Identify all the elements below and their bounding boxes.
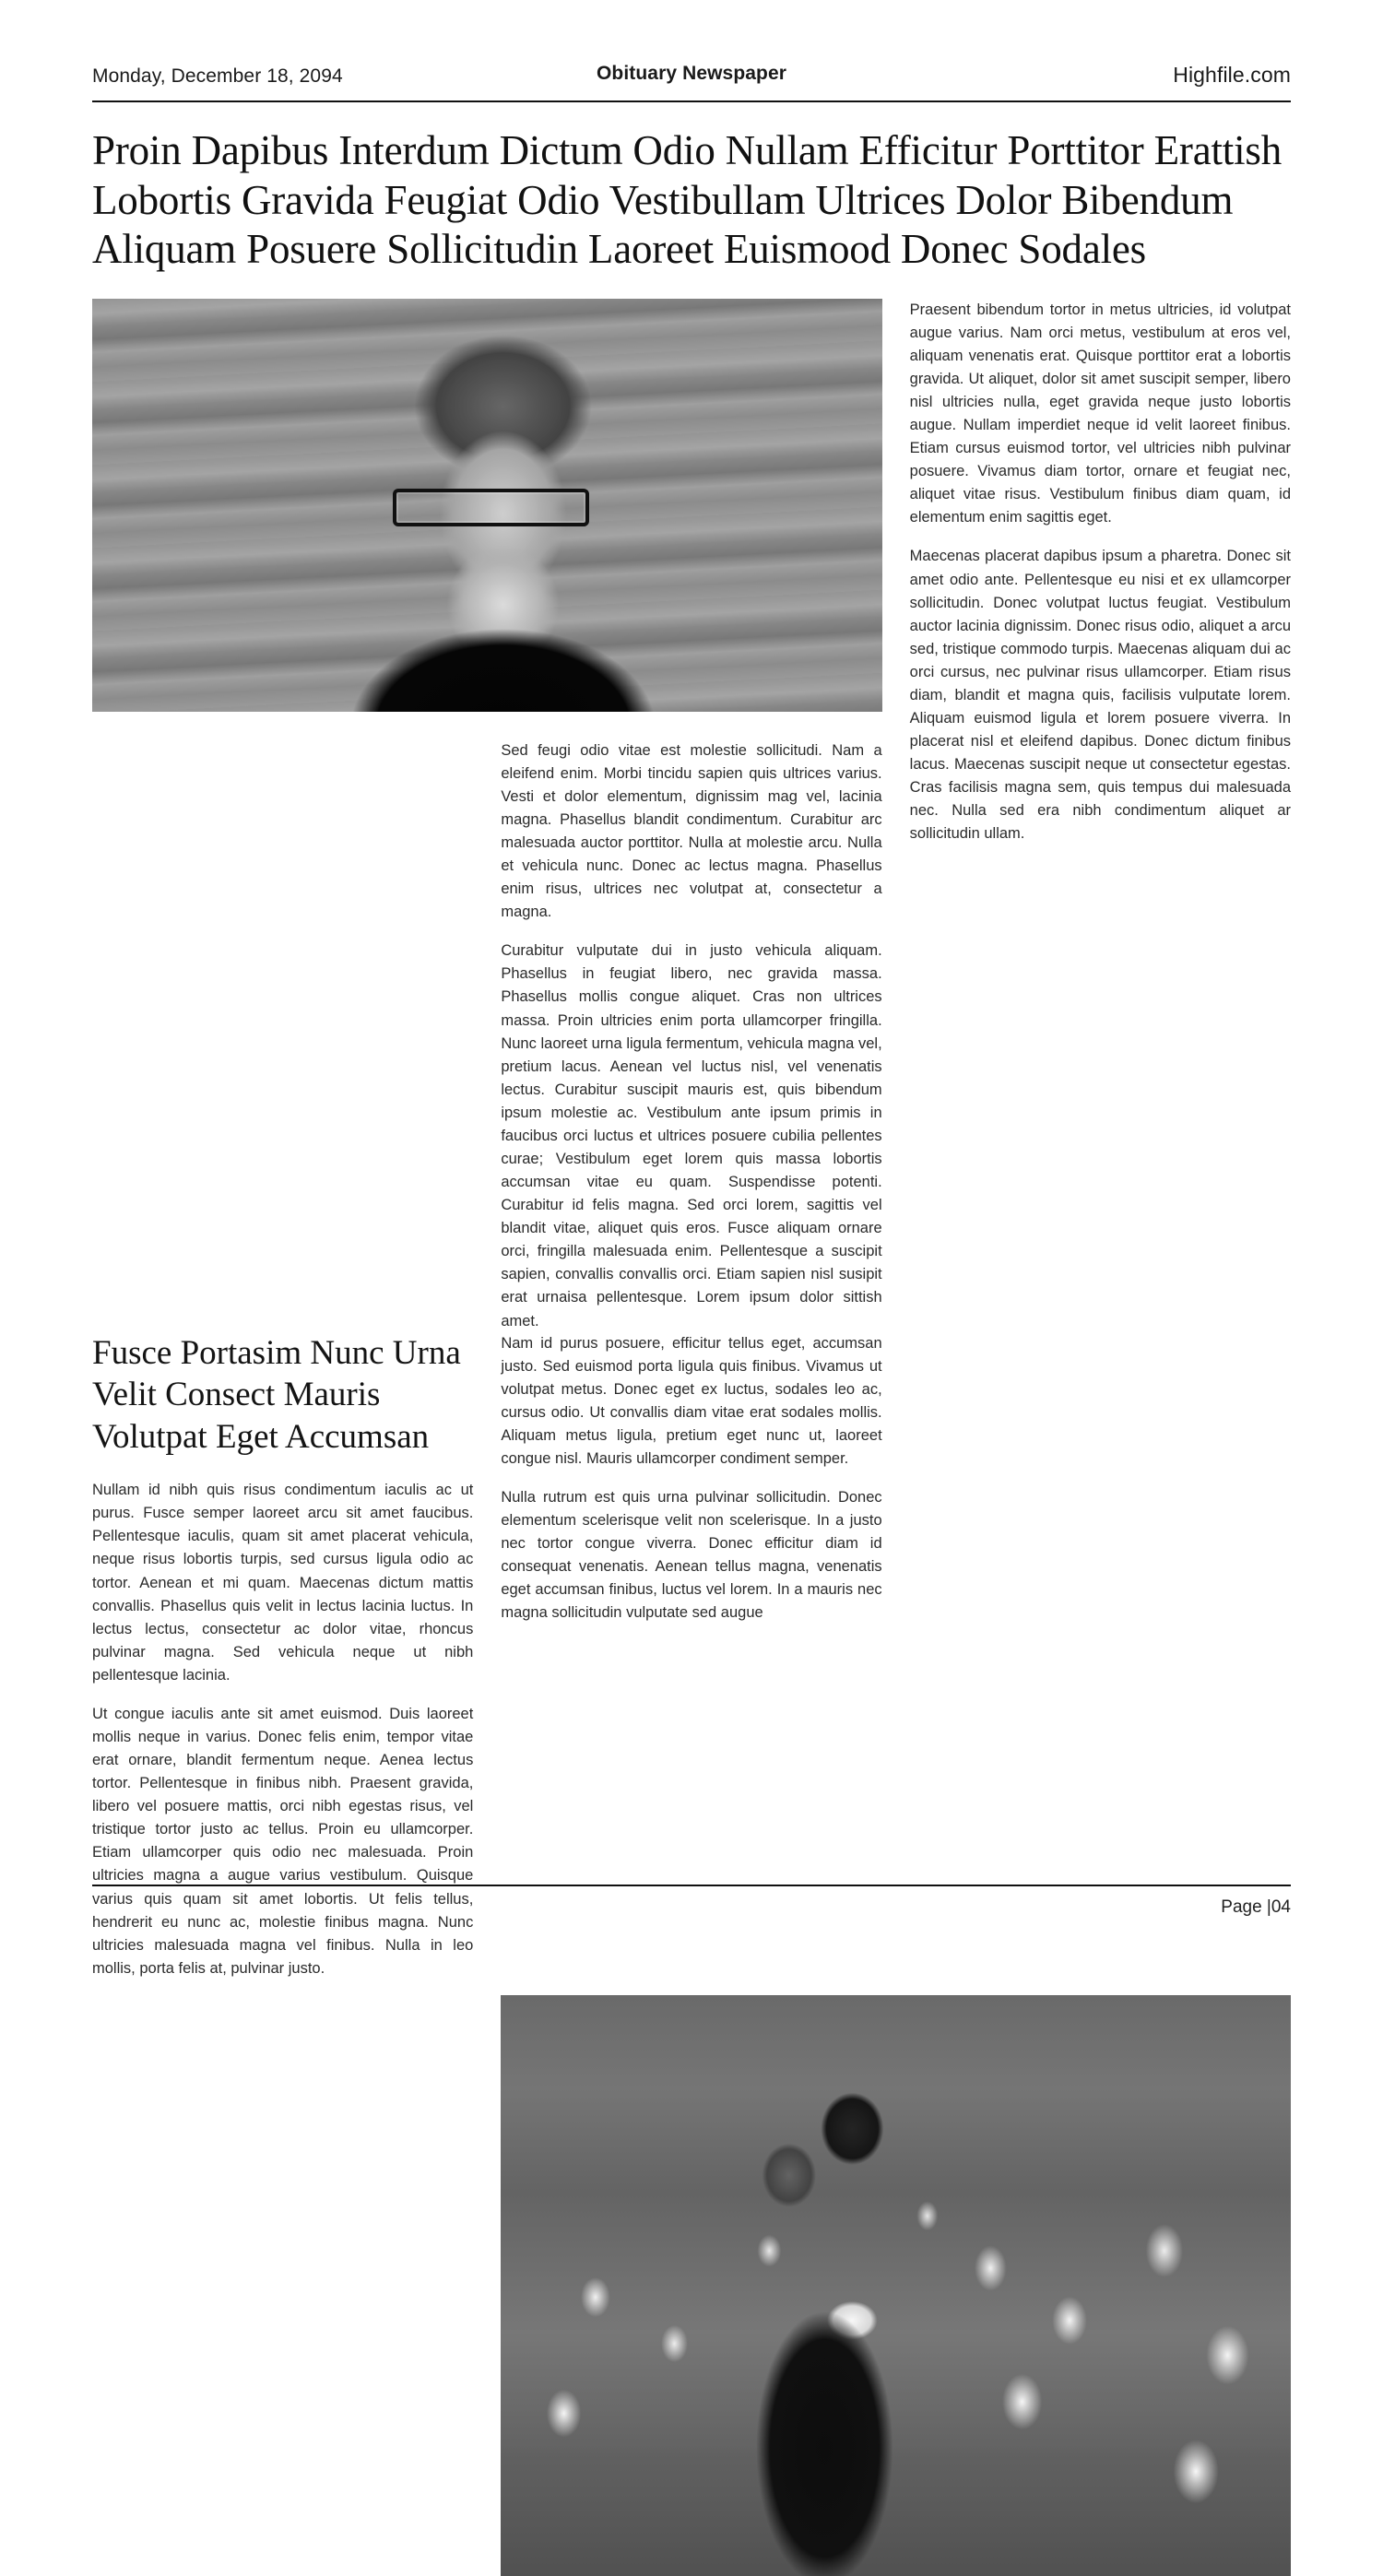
paragraph: Maecenas placerat dapibus ipsum a pharetra. Donec sit amet odio ante. Pellentesque eu nisi et ex ullamcorper sollicitudin. Donec volutpat luctus feugiat. Vestibulum auctor lacinia dignissim. Donec risus odio, aliquet a arcu sed, tristique commodo turpis. Maecenas aliquam dui ac orci cursus, nec pulvinar risus ullamcorper. Etiam risus diam, blandit et magna quis, facilisis vulputate lorem. Aliquam euismod ligula et lorem posuere viverra. In placerat nisl et eleifend dapibus. Donec dictum finibus lacus. Maecenas suscipit neque ut consectetur egestas. Cras facilisis magna sem, quis tempus dui malesuada nec. Nulla sed era nibh condimentum aliquet ar sollicitudin ullam. bbox=[909, 548, 1291, 843]
masthead-divider bbox=[92, 100, 1291, 102]
cemetery-image-surface bbox=[501, 1995, 1291, 2576]
paragraph: Nam id purus posuere, efficitur tellus eget, accumsan justo. Sed euismod porta ligula quis finibus. Vivamus ut volutpat metus. Donec eget ex luctus, sodales leo ac, cursus odio. Ut convallis diam vitae erat sodales mollis. Aliquam metus ligula, pretium eget nunc ut, laoreet congue nisl. Mauris ullamcorper condiment semper. bbox=[501, 1334, 882, 1467]
column-right-spacer bbox=[910, 1332, 1291, 1980]
mourners-at-cemetery-photo bbox=[501, 1995, 1291, 2576]
paragraph: Nulla rutrum est quis urna pulvinar sollicitudin. Donec elementum scelerisque velit non scelerisque. In a justo nec tortor congue viverra. Donec efficitur diam id consequat venenatis. Aenean tellus magna, venenatis eget accumsan finibus, luctus vel lorem. In a mauris nec magna sollicitudin vulputate sed augue bbox=[501, 1489, 882, 1622]
paragraph: Curabitur vulputate dui in justo vehicula aliquam. Phasellus in feugiat libero, nec gravida massa. Phasellus mollis congue aliquet. Cras non ultrices massa. Proin ultricies enim porta ullamcorper fringilla. Nunc laoreet urna ligula fermentum, vehicula magna vel, pretium lacus. Aenean vel luctus nisl, vel venenatis lectus. Curabitur suscipit mauris est, quis bibendum ipsum molestie ac. Vestibulum ante ipsum primis in faucibus orci luctus et ultrices posuere cubilia pellentes curae; Vestibulum eget lorem quis massa lobortis accumsan vitae eu quam. Suspendisse potenti. Curabitur id felis magna. Sed orci lorem, sagittis vel blandit vitae, aliquet quis eros. Fusce aliquam ornare orci, fringilla malesuada enim. Pellentesque a suscipit sapien, convallis convallis orci. Etiam sapien nisl susipit erat urnaisa pellentesque. Lorem ipsum dolor sittish amet. bbox=[501, 942, 882, 1329]
paragraph: Sed feugi odio vitae est molestie sollicitudi. Nam a eleifend enim. Morbi tincidu sapien quis ultrices varius. Vesti et dolor elementum, dignissim mag vel, lacinia magna. Phasellus blandit condimentum. Curabitur arc malesuada auctor porttitor. Nulla at molestie arcu. Nulla et vehicula nunc. Donec ac lectus magna. Phasellus enim risus, ultrices nec volutpat at, consectetur a magna. bbox=[501, 741, 882, 921]
article-headline: Proin Dapibus Interdum Dictum Odio Nullam Efficitur Porttitor Erattish Lobortis Gravida Feugiat Odio Vestibullam Ultrices Dolor Bibendum Aliquam Posuere Sollicitudin Laoreet Euismood Donec Sodales bbox=[92, 127, 1282, 273]
paragraph: Praesent bibendum tortor in metus ultricies, id volutpat augue varius. Nam orci metus, vestibulum at eros vel, aliquam venenatis erat. Quisque porttitor erat a lobortis gravida. Ut aliquet, dolor sit amet suscipit semper, libero nisl ultricies nulla, eget gravida neque justo lobortis augue. Nullam imperdiet neque id velit laoreet finibus. Etiam cursus euismod tortor, vel ultricies nibh pulvinar posuere. Vivamus diam tortor, ornare et feugiat nec, aliquet vitae risus. Vestibulum finibus diam quam, id elementum enim sagittis eget. bbox=[909, 301, 1291, 526]
masthead-date: Monday, December 18, 2094 bbox=[92, 65, 343, 87]
paragraph: Ut congue iaculis ante sit amet euismod. Duis laoreet mollis neque in varius. Donec felis enim, tempor vitae erat ornare, blandit fermentum neque. Aenea lectus tortor. Pellentesque in finibus nibh. Praesent gravida, libero vel posuere mattis, orci nibh egestas risus, vel tristique tortor justo ac tellus. Proin eu ullamcorper. Etiam ullamcorper quis odio nec malesuada. Proin ultricies magna a augue varius vestibulum. Quisque varius quis quam sit amet lobortis. Ut felis tellus, hendrerit eu nunc ac, molestie finibus magna. Nunc ultricies malesuada magna vel finibus. Nulla in leo mollis, porta felis at, pulvinar justo. bbox=[92, 1705, 474, 1977]
column-right bbox=[910, 299, 1291, 1333]
article-columns bbox=[92, 299, 1291, 1333]
portrait-of-deceased-man-photo bbox=[92, 299, 882, 712]
column-middle-lead bbox=[501, 739, 881, 1333]
column-middle bbox=[501, 1332, 881, 1980]
portrait-image-surface bbox=[92, 299, 882, 712]
page-footer bbox=[92, 1885, 1291, 1918]
section-subheadline: Fusce Portasim Nunc Urna Velit Consect Mauris Volutpat Eget Accumsan bbox=[92, 1333, 461, 1457]
masthead-title: Obituary Newspaper bbox=[596, 63, 787, 84]
column-left bbox=[92, 1332, 473, 1980]
article-columns-lower bbox=[92, 1332, 1291, 2576]
masthead bbox=[92, 63, 1291, 100]
page-number: Page |04 bbox=[1221, 1897, 1291, 1917]
paragraph: Nullam id nibh quis risus condimentum iaculis ac ut purus. Fusce semper laoreet arcu sit amet faucibus. Pellentesque iaculis, quam sit amet placerat vehicula, neque risus lobortis turpis, sed cursus ligula odio ac tortor. Aenean et mi quam. Maecenas dictum mattis convallis. Phasellus quis velit in lectus lacinia luctus. In lectus lectus, consectetur ac dolor vitae, rhoncus pulvinar magna. Sed vehicula neque ut nibh pellentesque lacinia. bbox=[92, 1482, 474, 1684]
masthead-website: Highfile.com bbox=[1173, 63, 1291, 87]
